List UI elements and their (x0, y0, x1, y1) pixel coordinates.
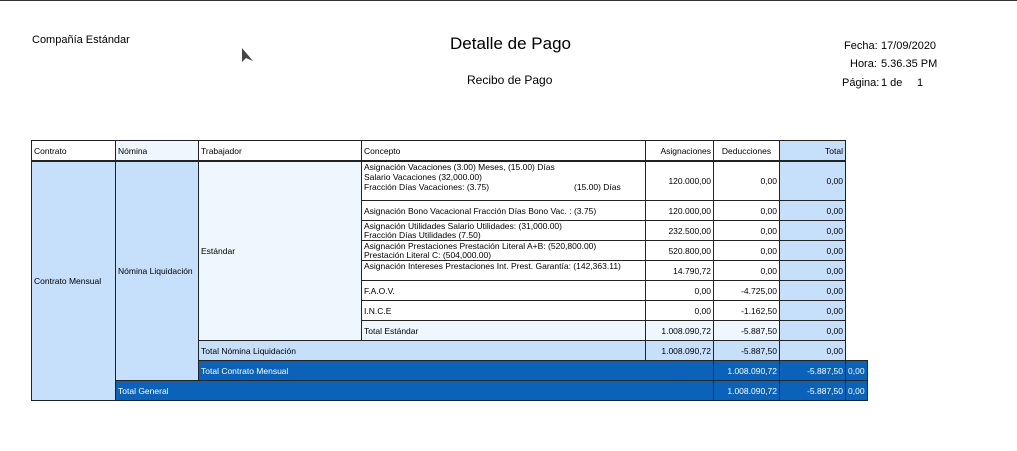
deduccion-cell: 0,00 (714, 201, 780, 221)
table-row (32, 161, 868, 201)
total-cell: 0,00 (780, 221, 846, 241)
total-cell: 0,00 (780, 261, 846, 281)
pagina-total: 1 (917, 77, 924, 89)
deduccion-cell: 0,00 (714, 241, 780, 261)
fecha-value: 17/09/2020 (881, 40, 937, 52)
col-contrato: Contrato (32, 141, 116, 162)
asignacion-cell: 1.008.090,72 (714, 381, 780, 401)
col-asignaciones: Asignaciones (646, 141, 714, 162)
concepto-extra: (15.00) Días (574, 182, 621, 192)
concepto-line: Asignación Prestaciones Prestación Literal A+B: (520,800.00) (364, 240, 597, 251)
top-border (0, 0, 1017, 1)
asignacion-cell: 14.790,72 (646, 261, 714, 281)
total-cell: 0,00 (780, 341, 846, 361)
concepto-cell (362, 161, 646, 201)
total-cell: 0,00 (846, 361, 868, 381)
mouse-cursor-icon (241, 47, 255, 67)
concepto-cell: F.A.O.V. (362, 281, 646, 301)
concepto-line: Asignación Utilidades Salario Utilidades: (31,000.00) (364, 220, 562, 231)
pagina-value: 1 de (881, 77, 903, 89)
concepto-cell (362, 241, 646, 261)
total-general-row (32, 381, 868, 401)
total-cell: 0,00 (780, 241, 846, 261)
asignacion-cell: 120.000,00 (646, 161, 714, 201)
total-cell: 0,00 (780, 201, 846, 221)
total-cell: 0,00 (846, 381, 868, 401)
col-deducciones: Deducciones (714, 141, 780, 162)
total-cell: 0,00 (780, 301, 846, 321)
hora-value: 5.36.35 PM (881, 58, 938, 70)
fecha-label: Fecha: (844, 40, 878, 52)
deduccion-cell: -5.887,50 (714, 321, 780, 341)
asignacion-cell: 0,00 (646, 281, 714, 301)
total-general-label: Total General (116, 381, 714, 401)
total-trabajador-label: Total Estándar (362, 321, 646, 341)
deduccion-cell: -5.887,50 (780, 361, 846, 381)
total-cell: 0,00 (780, 321, 846, 341)
deduccion-cell: -5.887,50 (714, 341, 780, 361)
asignacion-cell: 520.800,00 (646, 241, 714, 261)
asignacion-cell: 1.008.090,72 (646, 321, 714, 341)
asignacion-cell: 120.000,00 (646, 201, 714, 221)
deduccion-cell: -1.162,50 (714, 301, 780, 321)
total-contrato-label: Total Contrato Mensual (199, 361, 714, 381)
concepto-cell: Asignación Intereses Prestaciones Int. Prest. Garantía: (142,363.11) (362, 261, 646, 281)
asignacion-cell: 0,00 (646, 301, 714, 321)
deduccion-cell: 0,00 (714, 221, 780, 241)
hora-label: Hora: (850, 58, 877, 70)
trabajador-cell: Estándar (199, 161, 362, 341)
asignacion-cell: 1.008.090,72 (646, 341, 714, 361)
deduccion-cell: -5.887,50 (780, 381, 846, 401)
col-total: Total (780, 141, 846, 162)
contrato-cell: Contrato Mensual (32, 161, 116, 401)
col-concepto: Concepto (362, 141, 646, 162)
total-cell: 0,00 (780, 161, 846, 201)
report-title: Detalle de Pago (450, 34, 571, 53)
col-nomina: Nómina (116, 141, 199, 162)
concepto-line: Salario Vacaciones (32,000.00) (364, 172, 482, 182)
asignacion-cell: 1.008.090,72 (714, 361, 780, 381)
deduccion-cell: 0,00 (714, 261, 780, 281)
table-header-row (32, 141, 868, 162)
company-name: Compañía Estándar (32, 34, 130, 46)
pagina-label: Página: (842, 77, 880, 89)
concepto-cell: I.N.C.E (362, 301, 646, 321)
concepto-line: Fracción Días Utilidades (7.50) (364, 229, 481, 240)
report-subtitle: Recibo de Pago (467, 73, 553, 87)
concepto-line: Asignación Vacaciones (3.00) Meses, (15.00) Días (364, 162, 555, 172)
deduccion-cell: -4.725,00 (714, 281, 780, 301)
total-nomina-label: Total Nómina Liquidación (199, 341, 646, 361)
concepto-line: Fracción Días Vacaciones: (3.75) (364, 182, 490, 192)
payment-detail-table (31, 140, 868, 401)
asignacion-cell: 232.500,00 (646, 221, 714, 241)
concepto-cell (362, 221, 646, 241)
deduccion-cell: 0,00 (714, 161, 780, 201)
concepto-cell: Asignación Bono Vacacional Fracción Días Bono Vac. : (3.75) (362, 201, 646, 221)
nomina-cell: Nómina Liquidación (116, 161, 199, 381)
col-trabajador: Trabajador (199, 141, 362, 162)
total-cell: 0,00 (780, 281, 846, 301)
concepto-line: Prestación Literal C: (504,000.00) (364, 249, 492, 260)
